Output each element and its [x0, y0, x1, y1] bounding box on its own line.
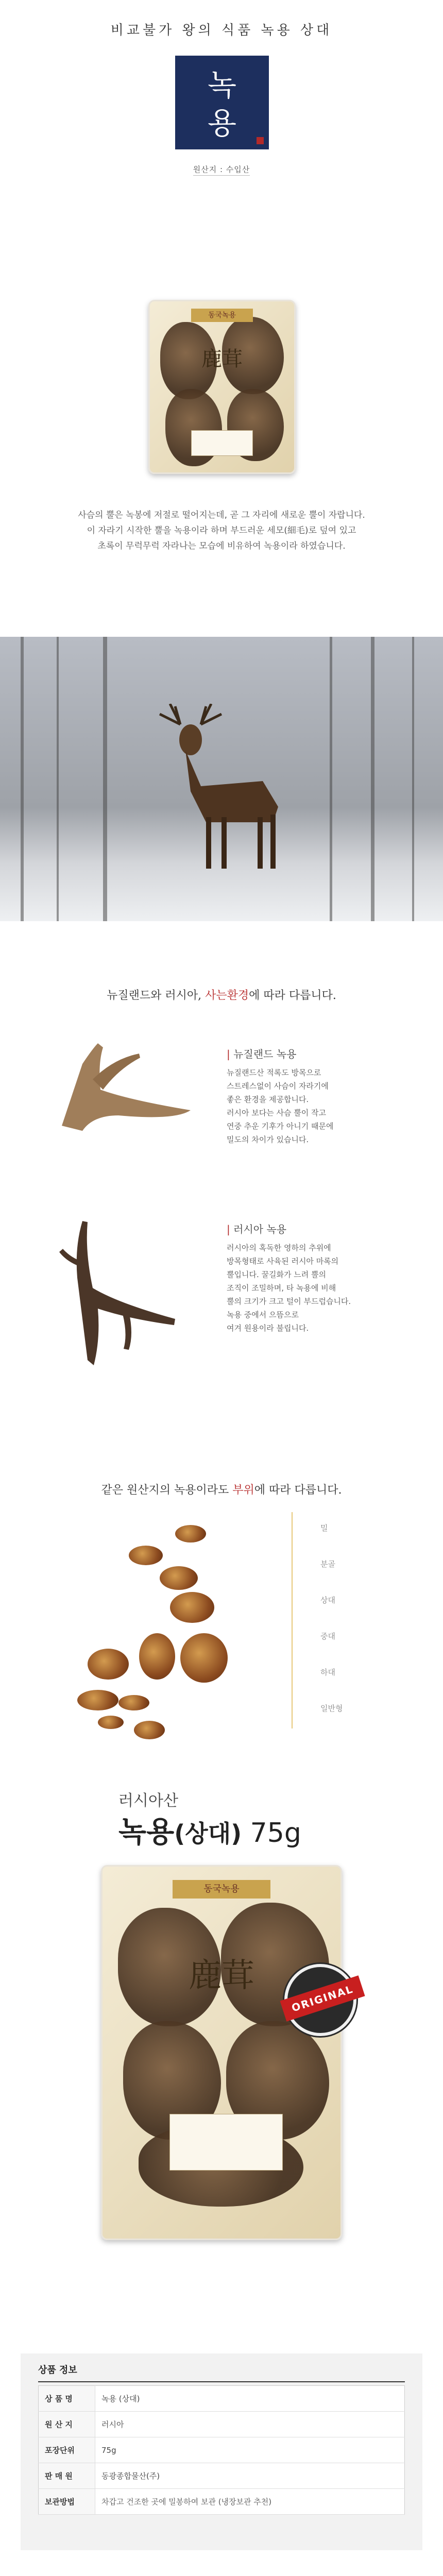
info-key: 원 산 지	[39, 2412, 95, 2437]
environment-heading	[0, 987, 443, 1003]
deer-photo	[0, 637, 443, 921]
parts-prefix: 같은 원산지의 녹용이라도	[101, 1484, 233, 1497]
origin-line	[0, 164, 443, 175]
original-ribbon: ORIGINAL	[280, 1975, 365, 2021]
nz-description	[227, 1066, 333, 1146]
box-label-top: 동국녹용	[191, 309, 253, 322]
table-row	[39, 2412, 405, 2437]
intro-line: 초록이 무럭무럭 자라나는 모습에 비유하여 녹용이라 하였습니다.	[97, 541, 346, 551]
nz-line: 스트레스없이 사슴이 자라기에	[227, 1081, 329, 1091]
nz-line: 연중 추운 기후가 아니기 때문에	[227, 1122, 334, 1131]
ru-line: 조직이 조밀하며, 타 녹용에 비해	[227, 1283, 336, 1293]
part-label: 분골	[320, 1560, 335, 1569]
info-key: 상 품 명	[39, 2386, 95, 2412]
env-suffix: 에 따라 다릅니다.	[249, 989, 336, 1002]
package-label-top: 동국녹용	[173, 1880, 270, 1899]
table-row	[39, 2437, 405, 2463]
russia-section	[227, 1221, 351, 1335]
ru-line: 뿔입니다. 꿀길화가 느려 뿔의	[227, 1270, 326, 1279]
badge-char-2: 용	[207, 106, 237, 141]
red-stamp-icon	[257, 137, 264, 144]
header-subtitle: 비교불가 왕의 식품 녹용 상대	[110, 23, 333, 38]
product-weight: 75g	[242, 1818, 301, 1849]
product-package-image	[101, 1865, 342, 2240]
parts-highlight: 부위	[232, 1484, 254, 1497]
deer-illustration	[144, 704, 299, 874]
box-calligraphy: 鹿茸	[201, 347, 243, 371]
ru-line: 방목형태로 사육된 러시아 마록의	[227, 1257, 339, 1266]
title-badge	[175, 56, 269, 149]
info-value: 러시아	[95, 2412, 405, 2437]
nz-title: 뉴질랜드 녹용	[233, 1048, 297, 1060]
product-box-image	[148, 300, 296, 474]
product-info	[21, 2353, 422, 2550]
table-row	[39, 2489, 405, 2515]
ru-line: 러시아의 혹독한 영하의 추위에	[227, 1243, 331, 1252]
table-row	[39, 2386, 405, 2412]
badge-char-1: 녹	[207, 67, 237, 103]
info-table	[38, 2385, 405, 2515]
nz-marker: |	[227, 1048, 230, 1060]
part-label: 중대	[320, 1632, 335, 1641]
info-value: 75g	[95, 2437, 405, 2463]
env-prefix: 뉴질랜드와 러시아,	[107, 989, 206, 1002]
ru-line: 뿔의 크기가 크고 털이 부드럽습니다.	[227, 1297, 351, 1306]
info-value: 동광종합물산(주)	[95, 2463, 405, 2489]
nz-line: 밀도의 차이가 있습니다.	[227, 1135, 309, 1144]
parts-divider	[292, 1512, 293, 1728]
ru-title-row	[227, 1221, 351, 1236]
ru-line: 여겨 원용이라 불립니다.	[227, 1324, 309, 1333]
intro-line: 이 자라기 시작한 뿔을 녹용이라 하며 부드러운 세모(細毛)로 덮여 있고	[87, 526, 356, 536]
nz-title-row	[227, 1046, 333, 1061]
intro-text	[0, 507, 443, 554]
ru-title: 러시아 녹용	[233, 1223, 287, 1235]
nz-antler-image	[52, 1033, 206, 1136]
ru-line: 녹용 중에서 으뜸으로	[227, 1310, 299, 1319]
nz-line: 뉴질랜드산 적록도 방목으로	[227, 1068, 321, 1077]
info-key: 포장단위	[39, 2437, 95, 2463]
parts-heading	[0, 1481, 443, 1497]
part-label: 밀	[320, 1523, 328, 1533]
table-row	[39, 2463, 405, 2489]
package-calligraphy: 鹿茸	[189, 1957, 254, 1995]
info-key: 판 매 원	[39, 2463, 95, 2489]
intro-line: 사슴의 뿔은 녹봉에 저절로 떨어지는데, 곧 그 자리에 새로운 뿔이 자랍니다.	[78, 510, 365, 520]
part-label: 상대	[320, 1596, 335, 1605]
product-grade: (상대)	[174, 1820, 242, 1848]
russia-antler-image	[57, 1216, 191, 1370]
info-title: 상품 정보	[38, 2363, 405, 2382]
product-title	[0, 1809, 443, 1851]
info-value: 차갑고 건조한 곳에 밀봉하여 보관 (냉장보관 추천)	[95, 2489, 405, 2515]
info-value: 녹용 (상대)	[95, 2386, 405, 2412]
product-name: 녹용	[118, 1816, 175, 1849]
ru-marker: |	[227, 1223, 230, 1235]
parts-suffix: 에 따라 다릅니다.	[254, 1484, 342, 1497]
origin-text: 원산지 : 수입산	[193, 165, 250, 176]
info-key: 보관방법	[39, 2489, 95, 2515]
nz-section	[227, 1046, 333, 1146]
env-highlight: 사는환경	[205, 989, 249, 1002]
nz-line: 러시아 보다는 사슴 뿔이 작고	[227, 1108, 326, 1117]
product-origin: 러시아산	[118, 1792, 178, 1810]
part-label: 하대	[320, 1668, 335, 1677]
ru-description	[227, 1241, 351, 1335]
part-label: 일반형	[320, 1704, 343, 1713]
package-sticker	[169, 2114, 283, 2171]
box-sticker	[191, 430, 253, 456]
nz-line: 좋은 환경을 제공합니다.	[227, 1095, 309, 1104]
